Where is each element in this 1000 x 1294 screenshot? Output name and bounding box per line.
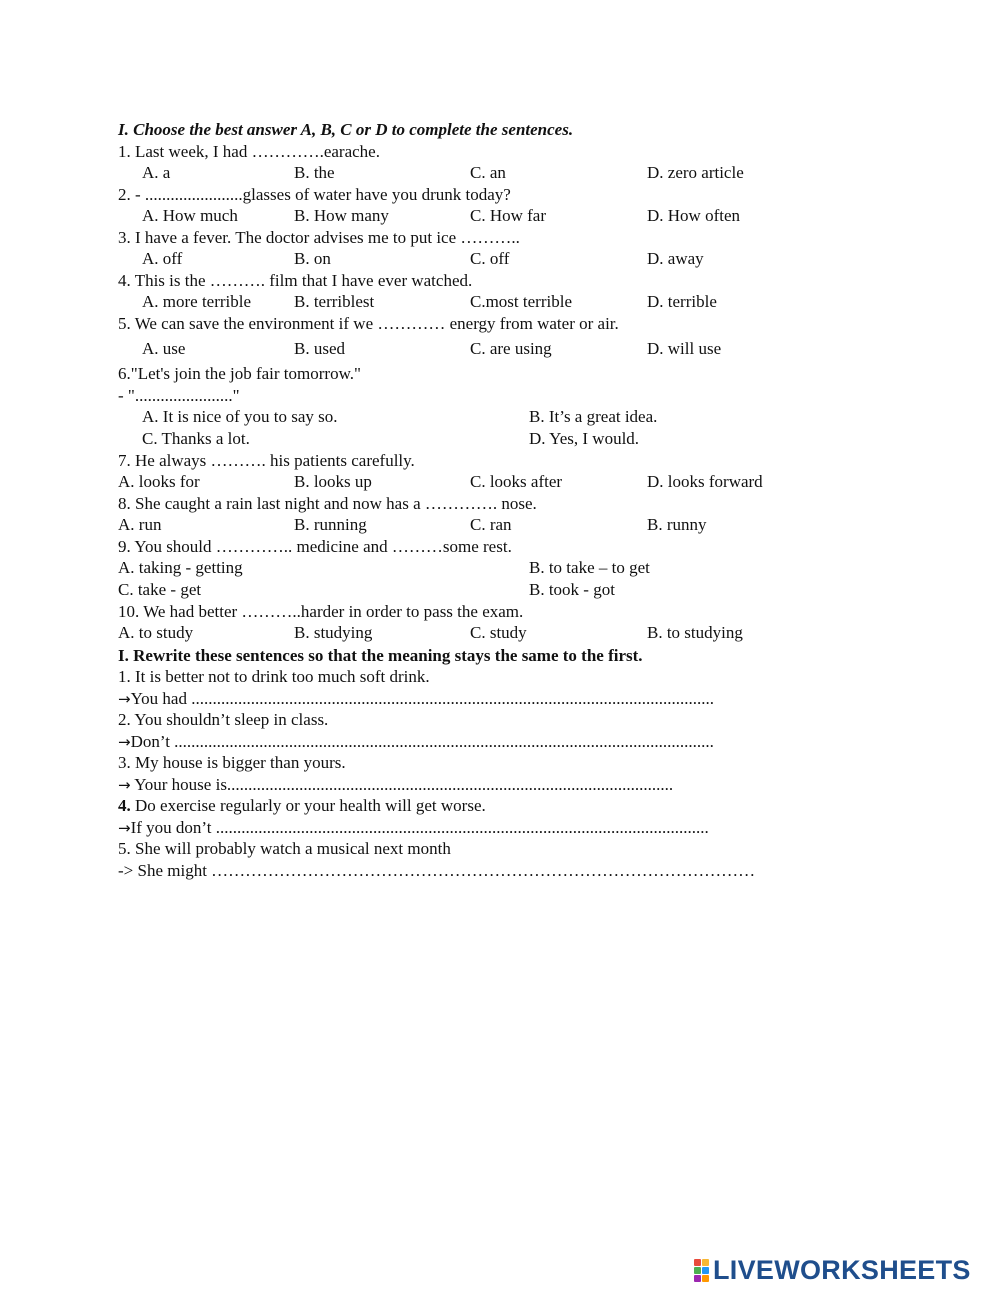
q6-option-a[interactable]: A. It is nice of you to say so.: [142, 407, 338, 426]
logo-square: [694, 1275, 701, 1282]
q1-option-c[interactable]: C. an: [470, 163, 506, 182]
q8-option-a[interactable]: A. run: [118, 515, 162, 534]
question-6: 6."Let's join the job fair tomorrow.": [118, 364, 361, 383]
rewrite-4-prompt: [118, 795, 486, 816]
q9-option-c[interactable]: C. take - get: [118, 580, 202, 599]
q2-option-b[interactable]: B. How many: [294, 206, 389, 225]
q10-option-a[interactable]: A. to study: [118, 623, 194, 642]
q4-option-c[interactable]: C.most terrible: [470, 292, 572, 311]
logo-square: [694, 1267, 701, 1274]
q4-option-b[interactable]: B. terriblest: [294, 292, 375, 311]
rewrite-4-text: Do exercise regularly or your health will get worse.: [130, 796, 486, 815]
q8-option-d[interactable]: B. runny: [647, 515, 707, 534]
rewrite-5-answer[interactable]: -> She might ……………………………………………………………………………………: [118, 861, 756, 880]
rewrite-2-prompt: 2. You shouldn’t sleep in class.: [118, 710, 329, 729]
rewrite-2-answer-line[interactable]: Don’t ...............................................................................................................................: [130, 732, 714, 751]
rewrite-1-prompt: 1. It is better not to drink too much soft drink.: [118, 667, 430, 686]
rewrite-5-prompt: 5. She will probably watch a musical next month: [118, 839, 451, 858]
q7-option-d[interactable]: D. looks forward: [647, 472, 763, 491]
arrow-icon: →: [118, 733, 131, 751]
question-7: 7. He always ………. his patients carefully.: [118, 451, 415, 470]
q1-option-a[interactable]: A. a: [142, 163, 171, 182]
q4-option-a[interactable]: A. more terrible: [142, 292, 252, 311]
question-4: 4. This is the ………. film that I have ever watched.: [118, 271, 473, 290]
q6-option-b[interactable]: B. It’s a great idea.: [529, 407, 658, 426]
rewrite-2-answer[interactable]: [118, 731, 714, 752]
q7-option-b[interactable]: B. looks up: [294, 472, 372, 491]
logo-square: [702, 1267, 709, 1274]
section1-heading: I. Choose the best answer A, B, C or D to complete the sentences.: [118, 120, 574, 139]
rewrite-4-answer-line[interactable]: If you don’t ....................................................................................................................: [130, 818, 709, 837]
arrow-icon: →: [118, 819, 131, 837]
q2-option-d[interactable]: D. How often: [647, 206, 741, 225]
q4-option-d[interactable]: D. terrible: [647, 292, 717, 311]
liveworksheets-logo: [694, 1256, 971, 1284]
q1-option-d[interactable]: D. zero article: [647, 163, 744, 182]
question-10: 10. We had better ………..harder in order to pass the exam.: [118, 602, 524, 621]
arrow-icon: →: [118, 776, 131, 794]
q3-option-c[interactable]: C. off: [470, 249, 510, 268]
question-2: 2. - .......................glasses of water have you drunk today?: [118, 185, 511, 204]
arrow-icon: →: [118, 690, 131, 708]
rewrite-3-answer-line[interactable]: Your house is.........................................................................................................: [130, 775, 674, 794]
q8-option-c[interactable]: C. ran: [470, 515, 512, 534]
rewrite-1-answer[interactable]: [118, 688, 714, 709]
logo-square: [702, 1259, 709, 1266]
logo-text: LIVEWORKSHEETS: [713, 1254, 971, 1285]
q2-option-c[interactable]: C. How far: [470, 206, 547, 225]
q7-option-c[interactable]: C. looks after: [470, 472, 563, 491]
rewrite-4-answer[interactable]: [118, 817, 709, 838]
question-1: 1. Last week, I had ………….earache.: [118, 142, 380, 161]
q5-option-b[interactable]: B. used: [294, 339, 345, 358]
rewrite-1-answer-line[interactable]: You had ...........................................................................................................................: [130, 689, 714, 708]
question-9: 9. You should ………….. medicine and ………some rest.: [118, 537, 512, 556]
q6-reply-blank[interactable]: - ".......................": [118, 386, 240, 405]
rewrite-3-prompt: 3. My house is bigger than yours.: [118, 753, 346, 772]
q10-option-b[interactable]: B. studying: [294, 623, 373, 642]
q9-option-d[interactable]: B. took - got: [529, 580, 615, 599]
q7-option-a[interactable]: A. looks for: [118, 472, 200, 491]
q5-option-d[interactable]: D. will use: [647, 339, 722, 358]
logo-square: [694, 1259, 701, 1266]
q10-option-d[interactable]: B. to studying: [647, 623, 743, 642]
q1-option-b[interactable]: B. the: [294, 163, 335, 182]
q3-option-a[interactable]: A. off: [142, 249, 183, 268]
q6-option-d[interactable]: D. Yes, I would.: [529, 429, 640, 448]
question-5: 5. We can save the environment if we ………… energy from water or air.: [118, 314, 619, 333]
q3-option-b[interactable]: B. on: [294, 249, 331, 268]
q3-option-d[interactable]: D. away: [647, 249, 704, 268]
q2-option-a[interactable]: A. How much: [142, 206, 238, 225]
section2-heading: I. Rewrite these sentences so that the meaning stays the same to the first.: [118, 646, 643, 665]
q9-option-a[interactable]: A. taking - getting: [118, 558, 243, 577]
q6-option-c[interactable]: C. Thanks a lot.: [142, 429, 250, 448]
q8-option-b[interactable]: B. running: [294, 515, 367, 534]
rewrite-3-answer[interactable]: [118, 774, 673, 795]
question-8: 8. She caught a rain last night and now has a …………. nose.: [118, 494, 537, 513]
logo-square: [702, 1275, 709, 1282]
q5-option-a[interactable]: A. use: [142, 339, 186, 358]
logo-mark-icon: [694, 1259, 709, 1282]
q10-option-c[interactable]: C. study: [470, 623, 527, 642]
question-3: 3. I have a fever. The doctor advises me to put ice ………..: [118, 228, 520, 247]
q9-option-b[interactable]: B. to take – to get: [529, 558, 650, 577]
rewrite-4-number: 4.: [118, 796, 131, 815]
q5-option-c[interactable]: C. are using: [470, 339, 552, 358]
